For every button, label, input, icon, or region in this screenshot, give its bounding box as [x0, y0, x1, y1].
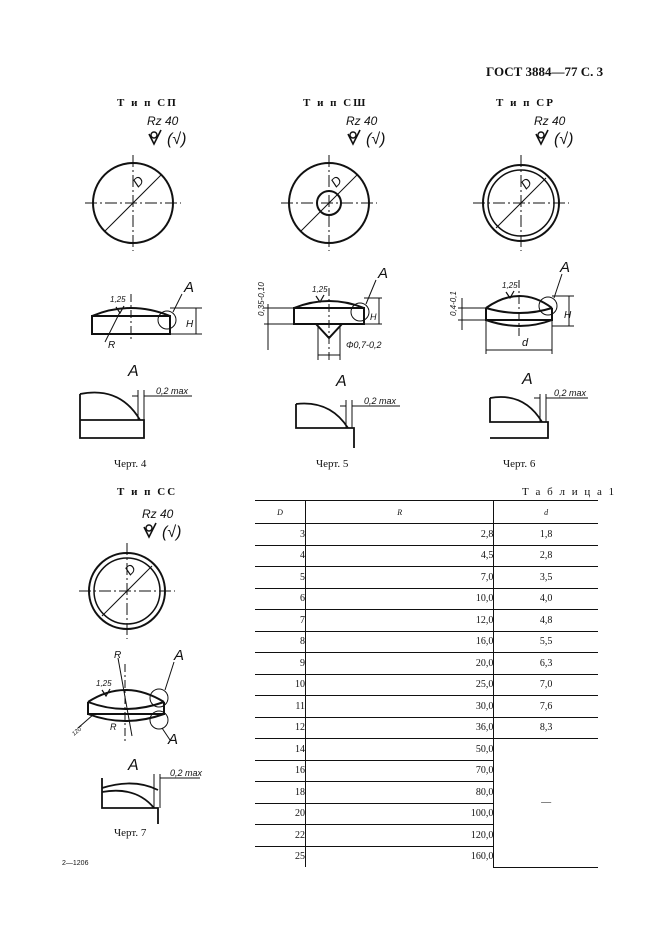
type-title-sp: Т и п СП	[117, 97, 178, 109]
svg-text:D: D	[327, 172, 345, 191]
cell-R: 20,0	[306, 653, 494, 675]
cell-R: 80,0	[306, 782, 494, 804]
table-row	[255, 631, 598, 653]
cell-D: 3	[255, 524, 306, 546]
svg-text:A: A	[378, 265, 389, 282]
header-d: d	[494, 501, 598, 524]
svg-text:A: A	[128, 363, 139, 380]
svg-text:A: A	[336, 373, 347, 390]
cell-D: 20	[255, 803, 306, 825]
caption-fig-4: Черт. 4	[114, 458, 147, 470]
cell-D: 8	[255, 631, 306, 653]
cell-d: 8,3	[494, 717, 598, 739]
cell-D: 22	[255, 825, 306, 847]
svg-text:A: A	[184, 279, 195, 296]
svg-text:1,25: 1,25	[312, 285, 328, 294]
cell-D: 11	[255, 696, 306, 718]
svg-text:0,2 max: 0,2 max	[364, 396, 397, 406]
header-R: R	[306, 501, 494, 524]
roughness-symbol-ss	[140, 505, 210, 541]
svg-text:Rz 40: Rz 40	[147, 114, 179, 128]
table-header-row	[255, 501, 598, 524]
cell-d: 2,8	[494, 545, 598, 567]
top-view-ss	[74, 538, 184, 648]
cell-D: 18	[255, 782, 306, 804]
svg-text:0,2 max: 0,2 max	[156, 386, 189, 396]
side-view-sp	[80, 272, 210, 352]
detail-view-a-sr	[484, 368, 614, 453]
roughness-symbol-sr	[532, 112, 602, 148]
svg-text:0,2 max: 0,2 max	[554, 388, 587, 398]
svg-text:Rz 40: Rz 40	[142, 507, 174, 521]
svg-text:R: R	[110, 722, 117, 732]
cell-R: 120,0	[306, 825, 494, 847]
cell-D: 14	[255, 739, 306, 761]
svg-text:0,2 max: 0,2 max	[170, 768, 203, 778]
cell-D: 10	[255, 674, 306, 696]
cell-R: 12,0	[306, 610, 494, 632]
svg-text:0,4-0,1: 0,4-0,1	[449, 291, 458, 316]
svg-text:(√): (√)	[162, 524, 182, 541]
svg-text:A: A	[168, 731, 179, 748]
detail-view-a-ss	[96, 752, 206, 827]
svg-text:D: D	[121, 560, 139, 579]
cell-D: 7	[255, 610, 306, 632]
table-row	[255, 588, 598, 610]
svg-text:D: D	[129, 172, 147, 191]
cell-D: 25	[295, 851, 305, 863]
roughness-symbol-sp	[145, 112, 215, 148]
table-row	[255, 696, 598, 718]
cell-d: 4,8	[494, 610, 598, 632]
cell-D: 12	[255, 717, 306, 739]
cell-d: 7,6	[494, 696, 598, 718]
header-D: D	[255, 501, 306, 524]
cell-d-dash: —	[494, 739, 598, 868]
svg-text:0,35-0,10: 0,35-0,10	[257, 282, 266, 316]
side-view-ssh	[254, 265, 394, 368]
cell-R: 30,0	[306, 696, 494, 718]
caption-fig-5: Черт. 5	[316, 458, 349, 470]
cell-D: 5	[255, 567, 306, 589]
svg-text:H: H	[370, 312, 377, 322]
table-row	[255, 567, 598, 589]
table-row	[255, 674, 598, 696]
table-row	[255, 524, 598, 546]
caption-fig-7: Черт. 7	[114, 827, 147, 839]
detail-view-a-sp	[72, 360, 202, 445]
page-footer-code: 2—1206	[62, 860, 89, 867]
svg-text:(√): (√)	[554, 131, 574, 148]
dimensions-table	[255, 500, 598, 868]
svg-text:d: d	[522, 337, 529, 349]
table-row	[255, 610, 598, 632]
svg-text:H: H	[564, 310, 572, 321]
svg-text:120°: 120°	[71, 724, 85, 738]
page-header: ГОСТ 3884—77 С. 3	[486, 64, 604, 79]
type-title-ss: Т и п СС	[117, 486, 178, 498]
svg-text:A: A	[522, 371, 533, 388]
svg-text:(√): (√)	[167, 131, 187, 148]
svg-text:1,25: 1,25	[110, 295, 126, 304]
svg-text:A: A	[174, 647, 185, 664]
cell-R: 25,0	[306, 674, 494, 696]
cell-D: 16	[255, 760, 306, 782]
svg-text:Φ0,7-0,2: Φ0,7-0,2	[346, 340, 382, 350]
table-caption: Т а б л и ц а 1	[522, 486, 617, 498]
top-view-sp	[80, 150, 190, 260]
cell-R: 10,0	[306, 588, 494, 610]
cell-R: 16,0	[306, 631, 494, 653]
cell-d: 6,3	[494, 653, 598, 675]
table-row	[255, 739, 598, 761]
svg-text:(√): (√)	[366, 131, 386, 148]
cell-D: 9	[255, 653, 306, 675]
table-row	[255, 545, 598, 567]
cell-R: 2,8	[306, 524, 494, 546]
cell-R: 36,0	[306, 717, 494, 739]
cell-d: 1,8	[494, 524, 598, 546]
cell-R: 50,0	[306, 739, 494, 761]
top-view-ssh	[276, 150, 386, 260]
svg-text:Rz 40: Rz 40	[346, 114, 378, 128]
svg-text:R: R	[108, 340, 116, 351]
cell-D: 6	[255, 588, 306, 610]
type-title-ssh: Т и п СШ	[303, 97, 368, 109]
svg-text:A: A	[560, 259, 571, 276]
svg-text:H: H	[186, 319, 194, 330]
cell-d: 3,5	[494, 567, 598, 589]
cell-R: 4,5	[306, 545, 494, 567]
roughness-symbol-ssh	[344, 112, 414, 148]
svg-text:A: A	[128, 757, 139, 774]
svg-text:1,25: 1,25	[502, 281, 518, 290]
svg-text:R: R	[114, 650, 122, 661]
table-row	[255, 653, 598, 675]
side-view-sr	[448, 258, 588, 358]
cell-D: 4	[255, 545, 306, 567]
top-view-sr	[468, 150, 578, 260]
cell-d: 4,0	[494, 588, 598, 610]
cell-R: 7,0	[306, 567, 494, 589]
side-view-ss	[70, 640, 200, 750]
cell-R: 160,0	[306, 846, 494, 867]
cell-R: 100,0	[306, 803, 494, 825]
svg-text:1,25: 1,25	[96, 679, 112, 688]
table-row	[255, 717, 598, 739]
type-title-sr: Т и п СР	[496, 97, 555, 109]
detail-view-a-ssh	[290, 370, 420, 455]
caption-fig-6: Черт. 6	[503, 458, 536, 470]
cell-R: 70,0	[306, 760, 494, 782]
svg-text:D: D	[517, 174, 535, 193]
svg-text:Rz 40: Rz 40	[534, 114, 566, 128]
cell-d: 5,5	[494, 631, 598, 653]
cell-d: 7,0	[494, 674, 598, 696]
